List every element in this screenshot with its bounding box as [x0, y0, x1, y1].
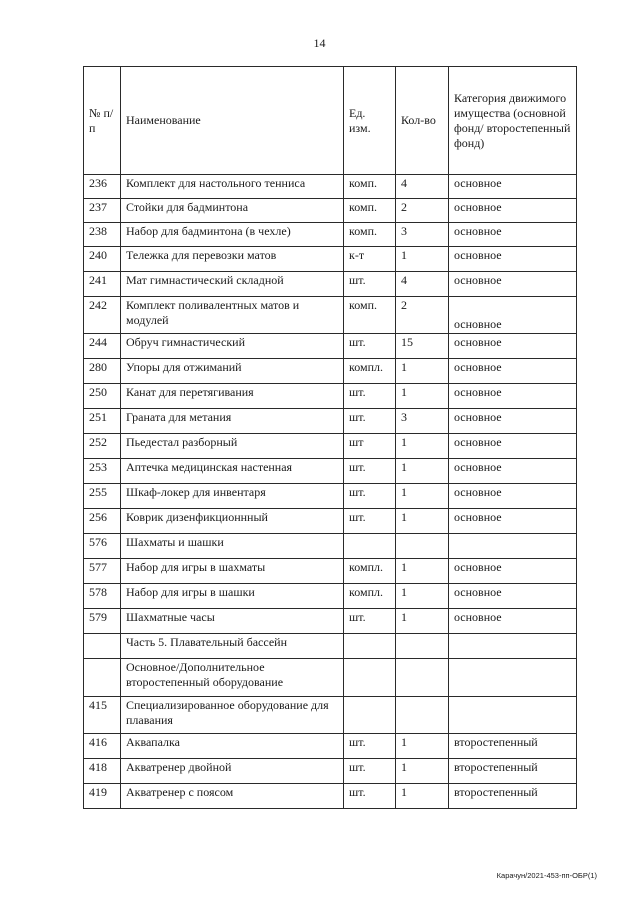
cell-qty	[396, 659, 449, 697]
cell-category: основное	[449, 584, 577, 609]
cell-unit: шт.	[344, 784, 396, 809]
table-row	[84, 223, 577, 247]
cell-num: 240	[84, 247, 121, 272]
table-row	[84, 659, 577, 697]
cell-qty: 1	[396, 509, 449, 534]
cell-unit: шт.	[344, 734, 396, 759]
cell-name: Мат гимнастический складной	[121, 272, 344, 297]
cell-name: Набор для бадминтона (в чехле)	[121, 223, 344, 247]
table-row	[84, 584, 577, 609]
cell-category: основное	[449, 297, 577, 334]
cell-unit: шт.	[344, 459, 396, 484]
cell-category: основное	[449, 559, 577, 584]
cell-unit: шт.	[344, 334, 396, 359]
cell-unit: комп.	[344, 175, 396, 199]
cell-qty: 1	[396, 484, 449, 509]
cell-name: Набор для игры в шахматы	[121, 559, 344, 584]
cell-category: основное	[449, 334, 577, 359]
cell-name: Стойки для бадминтона	[121, 199, 344, 223]
cell-qty: 1	[396, 584, 449, 609]
cell-category: основное	[449, 223, 577, 247]
cell-num: 236	[84, 175, 121, 199]
cell-qty	[396, 634, 449, 659]
table-row	[84, 697, 577, 734]
cell-unit	[344, 697, 396, 734]
cell-name: Канат для перетягивания	[121, 384, 344, 409]
cell-unit: шт.	[344, 384, 396, 409]
cell-num: 251	[84, 409, 121, 434]
cell-category: основное	[449, 175, 577, 199]
cell-name: Пьедестал разборный	[121, 434, 344, 459]
cell-category: основное	[449, 459, 577, 484]
cell-category: второстепенный	[449, 759, 577, 784]
cell-category: основное	[449, 434, 577, 459]
header-name: Наименование	[121, 67, 344, 175]
cell-name: Тележка для перевозки матов	[121, 247, 344, 272]
cell-category: основное	[449, 609, 577, 634]
table-row	[84, 272, 577, 297]
cell-category: основное	[449, 409, 577, 434]
cell-qty: 4	[396, 272, 449, 297]
table-row	[84, 409, 577, 434]
cell-num: 238	[84, 223, 121, 247]
cell-category: основное	[449, 359, 577, 384]
cell-num: 256	[84, 509, 121, 534]
table-row	[84, 297, 577, 334]
cell-qty: 1	[396, 609, 449, 634]
cell-unit: компл.	[344, 559, 396, 584]
cell-name: Акватренер двойной	[121, 759, 344, 784]
cell-category: основное	[449, 272, 577, 297]
cell-name: Основное/Дополнительное второстепенный оборудование	[121, 659, 344, 697]
cell-num: 418	[84, 759, 121, 784]
cell-unit: шт.	[344, 484, 396, 509]
header-unit: Ед. изм.	[344, 67, 396, 175]
cell-num: 253	[84, 459, 121, 484]
cell-name: Обруч гимнастический	[121, 334, 344, 359]
table-row	[84, 534, 577, 559]
cell-name: Комплект поливалентных матов и модулей	[121, 297, 344, 334]
cell-num: 419	[84, 784, 121, 809]
cell-qty: 15	[396, 334, 449, 359]
table-row	[84, 175, 577, 199]
cell-qty: 1	[396, 247, 449, 272]
cell-category: основное	[449, 199, 577, 223]
cell-unit: компл.	[344, 359, 396, 384]
cell-qty: 1	[396, 759, 449, 784]
cell-num: 252	[84, 434, 121, 459]
cell-category	[449, 634, 577, 659]
cell-name: Шахматные часы	[121, 609, 344, 634]
cell-qty	[396, 534, 449, 559]
cell-unit: компл.	[344, 584, 396, 609]
table-row	[84, 509, 577, 534]
cell-unit: комп.	[344, 223, 396, 247]
cell-name: Комплект для настольного тенниса	[121, 175, 344, 199]
cell-num: 241	[84, 272, 121, 297]
cell-qty: 1	[396, 559, 449, 584]
table-row	[84, 384, 577, 409]
table-row	[84, 459, 577, 484]
cell-qty: 2	[396, 199, 449, 223]
cell-num: 244	[84, 334, 121, 359]
cell-num: 415	[84, 697, 121, 734]
cell-qty: 1	[396, 359, 449, 384]
table-header-row	[84, 67, 577, 175]
table-row	[84, 247, 577, 272]
table-row	[84, 559, 577, 584]
cell-name: Специализированное оборудование для плавания	[121, 697, 344, 734]
cell-unit	[344, 534, 396, 559]
cell-qty: 4	[396, 175, 449, 199]
header-qty: Кол-во	[396, 67, 449, 175]
table-row	[84, 784, 577, 809]
cell-qty: 1	[396, 784, 449, 809]
cell-unit: шт	[344, 434, 396, 459]
table-row	[84, 434, 577, 459]
cell-num: 237	[84, 199, 121, 223]
cell-name: Коврик дизенфикционнный	[121, 509, 344, 534]
header-category: Категория движимого имущества (основной фонд/ второстепенный фонд)	[449, 67, 577, 175]
cell-num: 250	[84, 384, 121, 409]
cell-num: 416	[84, 734, 121, 759]
cell-num: 577	[84, 559, 121, 584]
cell-name: Часть 5. Плавательный бассейн	[121, 634, 344, 659]
cell-category	[449, 534, 577, 559]
cell-category: второстепенный	[449, 784, 577, 809]
cell-category	[449, 659, 577, 697]
cell-unit: к-т	[344, 247, 396, 272]
table-row	[84, 759, 577, 784]
cell-num: 578	[84, 584, 121, 609]
cell-name: Аквапалка	[121, 734, 344, 759]
cell-category: основное	[449, 484, 577, 509]
cell-qty: 1	[396, 459, 449, 484]
cell-unit: шт.	[344, 759, 396, 784]
cell-unit	[344, 659, 396, 697]
cell-category	[449, 697, 577, 734]
cell-qty: 2	[396, 297, 449, 334]
document-footer: Карачун/2021-453-пп-ОБР(1)	[496, 871, 597, 880]
cell-category: основное	[449, 384, 577, 409]
cell-num: 280	[84, 359, 121, 384]
cell-unit: комп.	[344, 297, 396, 334]
cell-name: Набор для игры в шашки	[121, 584, 344, 609]
cell-name: Аптечка медицинская настенная	[121, 459, 344, 484]
cell-unit: шт.	[344, 609, 396, 634]
page-number: 14	[313, 36, 326, 50]
cell-num: 579	[84, 609, 121, 634]
table-row	[84, 634, 577, 659]
cell-name: Шкаф-локер для инвентаря	[121, 484, 344, 509]
cell-unit: шт.	[344, 272, 396, 297]
cell-qty: 3	[396, 409, 449, 434]
cell-name: Шахматы и шашки	[121, 534, 344, 559]
cell-qty: 1	[396, 434, 449, 459]
table-row	[84, 609, 577, 634]
table-row	[84, 334, 577, 359]
cell-name: Граната для метания	[121, 409, 344, 434]
cell-unit: шт.	[344, 509, 396, 534]
cell-qty: 1	[396, 384, 449, 409]
cell-num: 255	[84, 484, 121, 509]
cell-qty: 1	[396, 734, 449, 759]
cell-unit	[344, 634, 396, 659]
header-num: № п/п	[84, 67, 121, 175]
cell-num	[84, 659, 121, 697]
table-row	[84, 359, 577, 384]
cell-num: 242	[84, 297, 121, 334]
cell-category: основное	[449, 247, 577, 272]
cell-category: основное	[449, 509, 577, 534]
cell-unit: шт.	[344, 409, 396, 434]
cell-name: Акватренер с поясом	[121, 784, 344, 809]
cell-num: 576	[84, 534, 121, 559]
cell-qty: 3	[396, 223, 449, 247]
cell-name: Упоры для отжиманий	[121, 359, 344, 384]
cell-category: второстепенный	[449, 734, 577, 759]
cell-num	[84, 634, 121, 659]
table-body	[84, 175, 577, 809]
cell-unit: комп.	[344, 199, 396, 223]
cell-qty	[396, 697, 449, 734]
inventory-table	[83, 66, 577, 809]
table-row	[84, 484, 577, 509]
table-row	[84, 734, 577, 759]
table-row	[84, 199, 577, 223]
